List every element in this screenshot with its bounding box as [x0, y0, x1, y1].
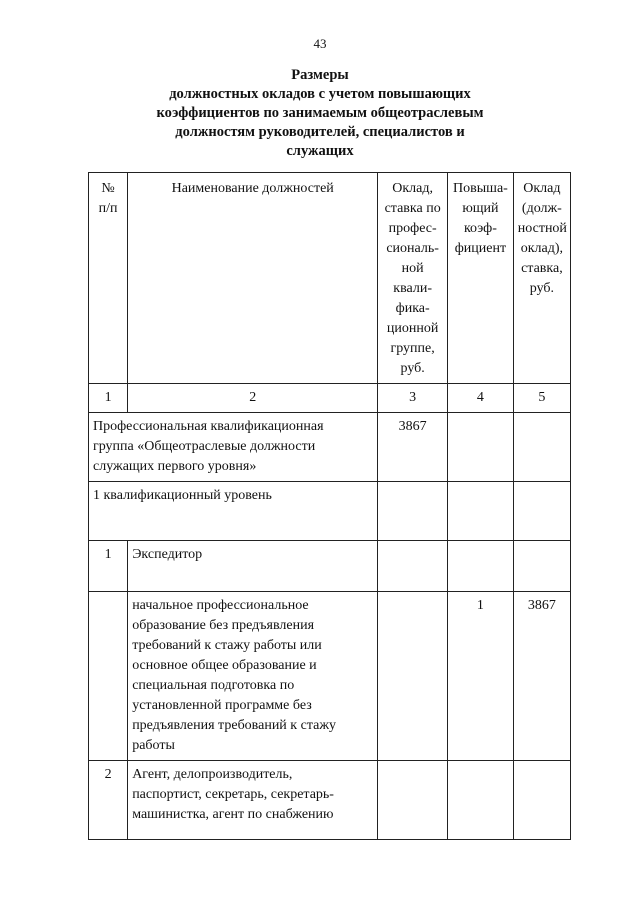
empty-cell: [448, 541, 514, 592]
row-number: 2: [89, 761, 128, 840]
qualification-group-name: Профессиональная квалификационная группа «Общеотраслевые должности служащих первого уровня»: [89, 413, 378, 482]
title-line-5: служащих: [286, 143, 354, 159]
table-row: [89, 761, 571, 840]
empty-cell: [448, 413, 514, 482]
empty-cell: [513, 761, 570, 840]
empty-cell: [448, 761, 514, 840]
column-number: 3: [378, 384, 448, 413]
position-name: Экспедитор: [128, 541, 378, 592]
qualification-group-row: [89, 413, 571, 482]
table-row: [89, 541, 571, 592]
title-line-1: Размеры: [291, 67, 349, 83]
empty-cell: [378, 761, 448, 840]
header-final-salary: Оклад (долж- ностной оклад), ставка, руб.: [513, 173, 570, 384]
column-number: 4: [448, 384, 514, 413]
row-number: 1: [89, 541, 128, 592]
qualification-group-salary: 3867: [378, 413, 448, 482]
document-title: [0, 66, 640, 161]
table-header-row: [89, 173, 571, 384]
empty-cell: [448, 482, 514, 541]
header-coefficient: Повыша- ющий коэф- фициент: [448, 173, 514, 384]
empty-cell: [513, 541, 570, 592]
empty-cell: [378, 541, 448, 592]
empty-cell: [378, 482, 448, 541]
header-position-name: Наименование должностей: [128, 173, 378, 384]
coefficient-value: 1: [448, 592, 514, 761]
empty-cell: [513, 413, 570, 482]
empty-cell: [89, 592, 128, 761]
position-name: Агент, делопроизводитель, паспортист, секретарь, секретарь- машинистка, агент по снабжению: [128, 761, 378, 840]
column-number: 5: [513, 384, 570, 413]
position-requirement: начальное профессиональное образование без предъявления требований к стажу работы или основное общее образование и специальная подготовка по установленной программе без предъявления требований к стажу работы: [128, 592, 378, 761]
salary-table: [88, 172, 571, 840]
qualification-level-row: [89, 482, 571, 541]
title-line-3: коэффициентов по занимаемым общеотраслевым: [156, 105, 484, 121]
title-line-2: должностных окладов с учетом повышающих: [169, 86, 471, 102]
qualification-level-name: 1 квалификационный уровень: [89, 482, 378, 541]
header-base-salary: Оклад, ставка по профес- сиональ- ной квали- фика- ционной группе, руб.: [378, 173, 448, 384]
column-number: 1: [89, 384, 128, 413]
empty-cell: [513, 482, 570, 541]
column-numbers-row: [89, 384, 571, 413]
column-number: 2: [128, 384, 378, 413]
title-line-4: должностям руководителей, специалистов и: [175, 124, 465, 140]
page-number: 43: [313, 36, 327, 51]
header-number: № п/п: [89, 173, 128, 384]
final-salary-value: 3867: [513, 592, 570, 761]
table-row: [89, 592, 571, 761]
empty-cell: [378, 592, 448, 761]
